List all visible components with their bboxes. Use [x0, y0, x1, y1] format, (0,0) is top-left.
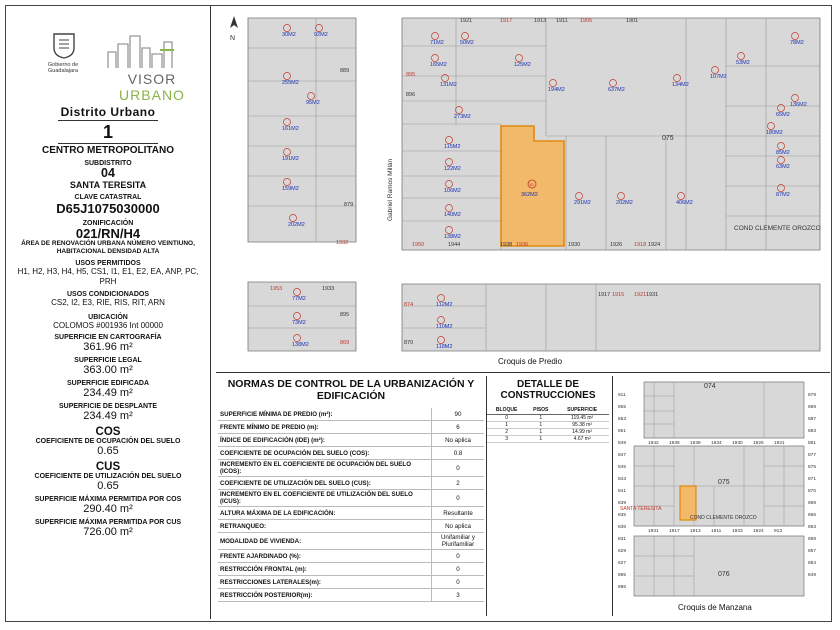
norm-label: COEFICIENTE DE OCUPACIÓN DEL SUELO (COS): [218, 447, 432, 460]
detalle-header: BLOQUE [487, 406, 526, 415]
manzana-number: 877 [808, 453, 817, 458]
norm-value: 0 [432, 563, 485, 576]
detalle-cell: 1 [487, 422, 526, 429]
street-number: 1901 [626, 18, 639, 24]
lot-area-label: 122M2 [444, 166, 461, 172]
norm-row [218, 490, 484, 507]
manzana-number: 836 [618, 525, 627, 530]
street-number: 874 [404, 302, 414, 308]
manzana-number: 827 [618, 561, 627, 566]
lot-area-label: 138M2 [444, 234, 461, 240]
lot-area-label: 85M2 [776, 150, 790, 156]
manzana-number: 883 [808, 429, 817, 434]
norm-label: RESTRICCIONES LATERALES(m): [218, 576, 432, 589]
sup-legal-label: SUPERFICIE LEGAL [74, 357, 142, 364]
norm-row [218, 460, 484, 477]
detalle-cell: 0 [487, 415, 526, 422]
subdistrito-name: SANTA TERESITA [69, 180, 147, 190]
norm-row [218, 421, 484, 434]
lot-area-label: 131M2 [440, 82, 457, 88]
norm-row [218, 477, 484, 490]
manzana-number: 889 [808, 405, 817, 410]
lot-area-label: 273M2 [454, 114, 471, 120]
street-gabriel-ramos: Gabriel Ramos Millán [387, 158, 394, 221]
street-number: 1950 [412, 242, 425, 248]
cos-value: 0.65 [97, 445, 119, 457]
usos-permitidos-value: H1, H2, H3, H4, H5, CS1, I1, E1, E2, EA, ANP, PC, PRH [17, 267, 199, 286]
street-number: 1915 [612, 292, 625, 298]
norm-label: RESTRICCIÓN FRONTAL (m): [218, 563, 432, 576]
sup-edificada-value: 234.49 m² [83, 387, 133, 399]
lot-area-label: 136M2 [790, 102, 807, 108]
norm-value: 6 [432, 421, 485, 434]
norm-row [218, 576, 484, 589]
manzana-number: 835 [618, 513, 627, 518]
lot-area-label: 106M2 [444, 188, 461, 194]
detalle-cell: 119.45 m² [555, 415, 609, 422]
lot-area-label: 77M2 [292, 296, 306, 302]
lot-area-label: 125M2 [514, 62, 531, 68]
croquis-manzana-label: Croquis de Manzana [678, 603, 752, 612]
norm-label: ALTURA MÁXIMA DE LA EDIFICACIÓN: [218, 507, 432, 520]
manzana-number: 1921 [774, 441, 785, 446]
street-number: 1911 [556, 18, 568, 24]
usos-condicionados-label: USOS CONDICIONADOS [66, 291, 150, 298]
block-076-label: 076 [718, 571, 730, 578]
manzana-number: 845 [618, 465, 627, 470]
norm-value: 0 [432, 550, 485, 563]
lot-area-label: 50M2 [460, 40, 474, 46]
manzana-number: 854 [808, 561, 817, 566]
manzana-number: 881 [808, 441, 817, 446]
manzana-number: 847 [618, 453, 627, 458]
street-number: 870 [404, 340, 414, 346]
norm-label: RETRANQUEO: [218, 520, 432, 533]
manzana-number: 896 [618, 585, 627, 590]
lot-area-label: 202M2 [616, 200, 633, 206]
norm-row [218, 563, 484, 576]
manzana-number: 831 [618, 537, 627, 542]
usos-condicionados-value: CS2, I2, E3, RIE, RIS, RIT, ARN [51, 298, 165, 307]
usos-permitidos-label: USOS PERMITIDOS [75, 260, 141, 267]
street-number: 1938 [500, 242, 513, 248]
lot-area-label: 73M2 [292, 320, 306, 326]
street-number: 1917 [500, 18, 513, 24]
norm-value: No aplica [432, 520, 485, 533]
svg-text:30: 30 [529, 182, 534, 187]
detalle-cell: 2 [487, 429, 526, 436]
lot-area-label: 202M2 [288, 222, 305, 228]
street-number: 1944 [448, 242, 461, 248]
smp-cos-label: SUPERFICIE MÁXIMA PERMITIDA POR COS [34, 496, 182, 503]
visor-urbano-logo: VISOR URBANO [119, 71, 185, 103]
manzana-number: 895 [618, 573, 627, 578]
manzana-number: 857 [808, 549, 817, 554]
detalle-row [487, 415, 609, 422]
sup-carto-label: SUPERFICIE EN CARTOGRAFÍA [54, 334, 162, 341]
street-number: 1953 [270, 286, 283, 292]
detalle-section [487, 376, 609, 443]
street-number: 879 [344, 202, 354, 208]
lot-area-label: 637M2 [608, 87, 625, 93]
cos-title: COS [95, 426, 121, 438]
manzana-number: 829 [618, 549, 627, 554]
norm-label: MODALIDAD DE VIVIENDA: [218, 533, 432, 550]
norm-label: COEFICIENTE DE UTILIZACIÓN DEL SUELO (CUS): [218, 477, 432, 490]
lot-area-label: 115M2 [444, 144, 461, 150]
smp-cos-value: 290.40 m² [83, 503, 133, 515]
detalle-cell: 95.38 m² [555, 422, 609, 429]
detalle-header: SUPERFICIE [555, 406, 609, 415]
manzana-number: 1911 [711, 529, 722, 534]
logo-area [6, 6, 210, 103]
street-number: 1930 [568, 242, 581, 248]
svg-text:N: N [230, 35, 236, 42]
manzana-number: 911 [618, 393, 626, 398]
manzana-cond-label: COND CLEMENTE OROZCO [690, 515, 757, 521]
norm-value: 0 [432, 460, 485, 477]
street-number: 1913 [534, 18, 547, 24]
clave-label: CLAVE CATASTRAL [74, 194, 142, 201]
lot-area-label: 406M2 [676, 200, 693, 206]
zonificacion-label: ZONIFICACIÓN [82, 220, 134, 227]
ubicacion-value: COLOMOS #001936 Int 00000 [53, 321, 163, 330]
street-number: 889 [340, 68, 350, 74]
lot-area-label: 63M2 [776, 164, 790, 170]
norm-row [218, 447, 484, 460]
lot-area-label: 95M2 [306, 100, 320, 106]
lot-area-label: 118M2 [436, 344, 453, 350]
detalle-cell: 1 [526, 429, 555, 436]
cond-label: COND CLEMENTE OROZCO [734, 225, 821, 232]
clave-value: D65J1075030000 [56, 201, 160, 216]
manzana-number: 887 [808, 417, 817, 422]
distrito-number: 1 [102, 122, 113, 142]
detalle-cell: 1 [526, 422, 555, 429]
sup-legal-value: 363.00 m² [83, 364, 133, 376]
croquis-predio-map[interactable] [216, 6, 830, 370]
norm-row [218, 533, 484, 550]
cus-label: COEFICIENTE DE UTILIZACIÓN DEL SUELO [34, 473, 182, 480]
street-number: 1918 [634, 242, 647, 248]
manzana-number: 870 [808, 489, 817, 494]
subdistrito-label: SUBDISTRITO [84, 160, 132, 167]
manzana-number: 1924 [753, 529, 764, 534]
manzana-number: 1930 [732, 441, 743, 446]
norm-label: SUPERFICIE MÍNIMA DE PREDIO (m²): [218, 408, 432, 421]
detalle-header: PISOS [526, 406, 555, 415]
manzana-number: 849 [618, 441, 627, 446]
street-number: 1924 [648, 242, 661, 248]
zonificacion-desc: ÁREA DE RENOVACIÓN URBANA NÚMERO VEINTIUNO, HABITACIONAL DENSIDAD ALTA [21, 240, 195, 255]
info-panel [6, 6, 211, 619]
lot-area-label: 87M2 [776, 192, 790, 198]
manzana-number: 839 [618, 501, 627, 506]
street-number: 895 [340, 312, 350, 318]
lot-area-label: 30M2 [282, 32, 296, 38]
sup-desplante-value: 234.49 m² [83, 410, 133, 422]
lot-area-label: 180M2 [766, 130, 783, 136]
norm-value: 3 [432, 589, 485, 602]
street-number: 1932 [336, 240, 349, 246]
lot-area-label: 78M2 [790, 40, 804, 46]
manzana-number: 859 [808, 537, 817, 542]
manzana-number: 863 [808, 525, 817, 530]
lot-area-label: 71M2 [430, 40, 444, 46]
lot-area-label: 161M2 [282, 126, 299, 132]
column-divider [612, 376, 613, 616]
manzana-number: 1931 [648, 529, 659, 534]
block-075-label: 075 [662, 135, 674, 142]
lot-area-label: 138M2 [292, 342, 309, 348]
norm-row [218, 520, 484, 533]
normas-title: NORMAS DE CONTROL DE LA URBANIZACIÓN Y EDIFICACIÓN [227, 378, 475, 402]
norm-row [218, 434, 484, 447]
lot-area-label: 53M2 [736, 60, 750, 66]
manzana-number: 869 [808, 501, 817, 506]
street-number: 1926 [610, 242, 623, 248]
manzana-number: 853 [618, 417, 627, 422]
norm-value: 2 [432, 477, 485, 490]
street-number: 1905 [580, 18, 593, 24]
manzana-number: 851 [618, 429, 627, 434]
detalle-row [487, 429, 609, 436]
street-number: 869 [340, 340, 350, 346]
norm-label: ÍNDICE DE EDIFICACIÓN (IDE) (m²): [218, 434, 432, 447]
croquis-manzana-map[interactable] [614, 376, 828, 602]
ubicacion-label: UBICACIÓN [88, 314, 128, 321]
norm-label: FRENTE MÍNIMO DE PREDIO (m): [218, 421, 432, 434]
manzana-number: 849 [808, 573, 817, 578]
street-number: 1917 [598, 292, 611, 298]
manzana-number: 841 [618, 489, 627, 494]
visor-skyline-icon [106, 34, 176, 70]
lot-area-label: 191M2 [282, 156, 299, 162]
block-075-label: 075 [718, 479, 730, 486]
norm-value: 0 [432, 576, 485, 589]
manzana-number: 913 [774, 529, 783, 534]
street-number: 1936 [516, 242, 529, 248]
manzana-number: 1936 [669, 441, 680, 446]
lot-area-label: 134M2 [672, 82, 689, 88]
detalle-cell: 1 [526, 415, 555, 422]
manzana-number: 1933 [732, 529, 743, 534]
street-number: 895 [406, 72, 416, 78]
norm-label: INCREMENTO EN EL COEFICIENTE DE OCUPACIÓN DEL SUELO (ICOS): [218, 460, 432, 477]
gdl-logo-text: Gobierno de Guadalajara [47, 62, 79, 74]
norm-row [218, 408, 484, 421]
lot-area-label: 110M2 [436, 324, 453, 330]
lot-area-label: 112M2 [436, 302, 453, 308]
distrito-label: Distrito Urbano [60, 105, 156, 119]
cus-title: CUS [95, 461, 121, 473]
manzana-number: 875 [808, 465, 817, 470]
norm-row [218, 550, 484, 563]
smp-cus-label: SUPERFICIE MÁXIMA PERMITIDA POR CUS [34, 519, 182, 526]
norm-value: 0 [432, 490, 485, 507]
detalle-cell: 3 [487, 436, 526, 443]
manzana-number: 1934 [711, 441, 722, 446]
lot-area-label: 65M2 [776, 112, 790, 118]
detalle-title: DETALLE DE CONSTRUCCIONES [500, 379, 596, 401]
smp-cus-value: 726.00 m² [83, 526, 133, 538]
manzana-number: 1938 [690, 441, 701, 446]
norm-value: 90 [432, 408, 485, 421]
croquis-predio-label: Croquis de Predio [498, 357, 563, 366]
lot-area-label: 255M2 [282, 80, 299, 86]
lot-area-label: 107M2 [710, 74, 727, 80]
zonificacion-value: 021/RN/H4 [75, 226, 141, 241]
street-number: 1933 [322, 286, 335, 292]
street-number: 1921 [634, 292, 647, 298]
street-number: 896 [406, 92, 416, 98]
sup-desplante-label: SUPERFICIE DE DESPLANTE [58, 403, 157, 410]
street-number: 1931 [646, 292, 659, 298]
manzana-number: 1942 [648, 441, 659, 446]
manzana-number: 1913 [690, 529, 701, 534]
detalle-row [487, 436, 609, 443]
sup-carto-value: 361.96 m² [83, 341, 133, 353]
street-number: 1921 [460, 18, 473, 24]
detalle-cell: 14.99 m² [555, 429, 609, 436]
lot-area-label: 92M2 [314, 32, 328, 38]
detalle-table [487, 406, 609, 443]
cus-value: 0.65 [97, 480, 119, 492]
lot-area-label: 291M2 [574, 200, 591, 206]
block-074-label: 074 [704, 383, 716, 390]
cos-label: COEFICIENTE DE OCUPACIÓN DEL SUELO [35, 438, 181, 445]
norm-value: 0.8 [432, 447, 485, 460]
north-arrow-icon [230, 16, 238, 42]
lot-area-label: 194M2 [548, 87, 565, 93]
norm-label: INCREMENTO EN EL COEFICIENTE DE UTILIZACIÓN DEL SUELO (ICUS): [218, 490, 432, 507]
norm-label: RESTRICCIÓN POSTERIOR(m): [218, 589, 432, 602]
norm-row [218, 589, 484, 602]
norm-value: No aplica [432, 434, 485, 447]
manzana-number: 871 [808, 477, 817, 482]
manzana-number: 855 [618, 405, 627, 410]
manzana-number: 1926 [753, 441, 764, 446]
lot-area-label: 165M2 [430, 62, 447, 68]
section-divider [216, 372, 830, 373]
norm-value: Unifamiliar y Plurifamiliar [432, 533, 485, 550]
manzana-number: 1917 [669, 529, 680, 534]
detalle-cell: 1 [526, 436, 555, 443]
guadalajara-logo [50, 30, 78, 60]
lot-area-label: 140M2 [444, 212, 461, 218]
sup-edificada-label: SUPERFICIE EDIFICADA [66, 380, 150, 387]
distrito-name: CENTRO METROPOLITANO [41, 145, 175, 156]
santa-teresita-label: SANTA TERESITA [620, 506, 662, 512]
norm-label: FRENTE AJARDINADO (%): [218, 550, 432, 563]
norm-row [218, 507, 484, 520]
detalle-cell: 4.67 m² [555, 436, 609, 443]
manzana-number: 879 [808, 393, 817, 398]
normas-section [218, 376, 484, 602]
norm-value: Resultante [432, 507, 485, 520]
subdistrito-number: 04 [101, 166, 115, 180]
predio-area-label: 362M2 [521, 192, 538, 198]
manzana-number: 843 [618, 477, 627, 482]
manzana-number: 866 [808, 513, 817, 518]
lot-area-label: 159M2 [282, 186, 299, 192]
detalle-row [487, 422, 609, 429]
normas-table [218, 408, 484, 602]
